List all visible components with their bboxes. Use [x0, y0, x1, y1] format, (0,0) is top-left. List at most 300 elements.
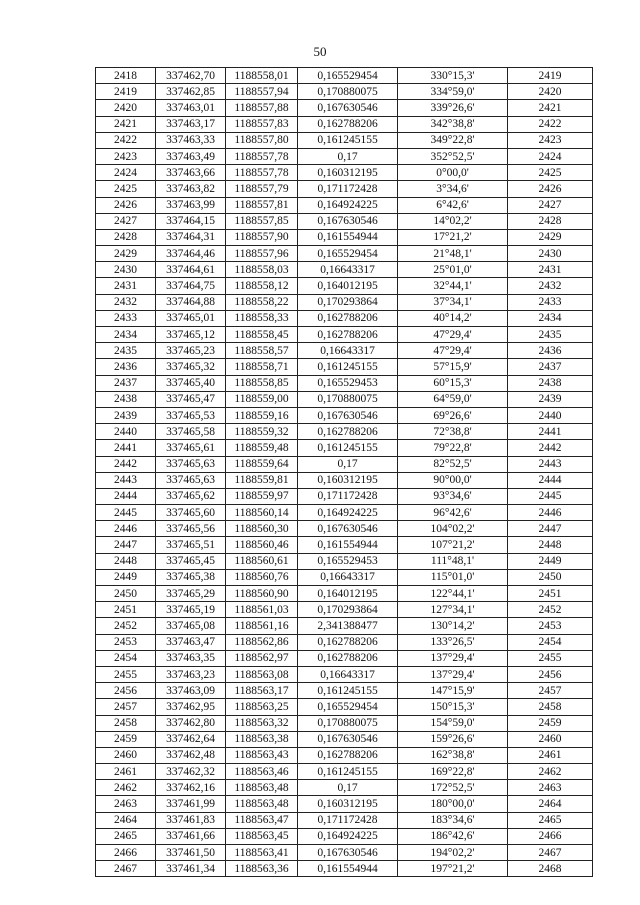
next-point-cell: 2439: [508, 391, 593, 407]
distance-cell: 0,165529454: [298, 246, 398, 262]
y-coordinate-cell: 1188560,46: [226, 537, 298, 553]
table-row: [96, 132, 593, 148]
direction-angle-cell: 82°52,5': [398, 456, 508, 472]
table-row: [96, 796, 593, 812]
table-row: [96, 424, 593, 440]
table-row: [96, 747, 593, 763]
x-coordinate-cell: 337465,12: [156, 327, 226, 343]
direction-angle-cell: 342°38,8': [398, 116, 508, 132]
y-coordinate-cell: 1188563,48: [226, 780, 298, 796]
table-row: [96, 327, 593, 343]
distance-cell: 0,165529454: [298, 699, 398, 715]
next-point-cell: 2420: [508, 84, 593, 100]
point-number-cell: 2456: [96, 683, 156, 699]
distance-cell: 0,17: [298, 456, 398, 472]
y-coordinate-cell: 1188558,85: [226, 375, 298, 391]
y-coordinate-cell: 1188563,48: [226, 796, 298, 812]
point-number-cell: 2461: [96, 764, 156, 780]
x-coordinate-cell: 337465,29: [156, 586, 226, 602]
x-coordinate-cell: 337465,47: [156, 391, 226, 407]
direction-angle-cell: 104°02,2': [398, 521, 508, 537]
point-number-cell: 2443: [96, 472, 156, 488]
y-coordinate-cell: 1188562,97: [226, 650, 298, 666]
next-point-cell: 2425: [508, 165, 593, 181]
distance-cell: 0,161245155: [298, 359, 398, 375]
point-number-cell: 2422: [96, 132, 156, 148]
coordinates-table: [95, 67, 593, 877]
table-row: [96, 845, 593, 861]
direction-angle-cell: 57°15,9': [398, 359, 508, 375]
table-row: [96, 165, 593, 181]
table-row: [96, 440, 593, 456]
direction-angle-cell: 64°59,0': [398, 391, 508, 407]
next-point-cell: 2454: [508, 634, 593, 650]
distance-cell: 0,161245155: [298, 132, 398, 148]
direction-angle-cell: 147°15,9': [398, 683, 508, 699]
table-row: [96, 68, 593, 84]
x-coordinate-cell: 337461,99: [156, 796, 226, 812]
direction-angle-cell: 172°52,5': [398, 780, 508, 796]
point-number-cell: 2464: [96, 812, 156, 828]
point-number-cell: 2429: [96, 246, 156, 262]
distance-cell: 0,161245155: [298, 683, 398, 699]
table-row: [96, 553, 593, 569]
y-coordinate-cell: 1188563,45: [226, 828, 298, 844]
distance-cell: 0,162788206: [298, 327, 398, 343]
y-coordinate-cell: 1188559,97: [226, 488, 298, 504]
next-point-cell: 2435: [508, 327, 593, 343]
point-number-cell: 2423: [96, 148, 156, 164]
y-coordinate-cell: 1188557,78: [226, 148, 298, 164]
direction-angle-cell: 133°26,5': [398, 634, 508, 650]
distance-cell: 0,167630546: [298, 100, 398, 116]
point-number-cell: 2449: [96, 569, 156, 585]
table-row: [96, 505, 593, 521]
y-coordinate-cell: 1188559,48: [226, 440, 298, 456]
next-point-cell: 2440: [508, 407, 593, 423]
distance-cell: 0,170880075: [298, 84, 398, 100]
table-row: [96, 262, 593, 278]
x-coordinate-cell: 337462,32: [156, 764, 226, 780]
next-point-cell: 2430: [508, 246, 593, 262]
point-number-cell: 2450: [96, 586, 156, 602]
table-row: [96, 764, 593, 780]
table-row: [96, 100, 593, 116]
direction-angle-cell: 183°34,6': [398, 812, 508, 828]
distance-cell: 0,167630546: [298, 521, 398, 537]
next-point-cell: 2466: [508, 828, 593, 844]
direction-angle-cell: 154°59,0': [398, 715, 508, 731]
next-point-cell: 2467: [508, 845, 593, 861]
direction-angle-cell: 90°00,0': [398, 472, 508, 488]
point-number-cell: 2435: [96, 343, 156, 359]
x-coordinate-cell: 337465,45: [156, 553, 226, 569]
direction-angle-cell: 21°48,1': [398, 246, 508, 262]
x-coordinate-cell: 337463,17: [156, 116, 226, 132]
point-number-cell: 2420: [96, 100, 156, 116]
point-number-cell: 2463: [96, 796, 156, 812]
distance-cell: 0,161554944: [298, 229, 398, 245]
point-number-cell: 2452: [96, 618, 156, 634]
next-point-cell: 2444: [508, 472, 593, 488]
table-row: [96, 472, 593, 488]
table-row: [96, 278, 593, 294]
table-row: [96, 569, 593, 585]
distance-cell: 0,165529453: [298, 375, 398, 391]
table-row: [96, 294, 593, 310]
x-coordinate-cell: 337462,16: [156, 780, 226, 796]
next-point-cell: 2433: [508, 294, 593, 310]
y-coordinate-cell: 1188560,90: [226, 586, 298, 602]
y-coordinate-cell: 1188558,12: [226, 278, 298, 294]
next-point-cell: 2429: [508, 229, 593, 245]
table-row: [96, 634, 593, 650]
next-point-cell: 2427: [508, 197, 593, 213]
point-number-cell: 2439: [96, 407, 156, 423]
y-coordinate-cell: 1188559,32: [226, 424, 298, 440]
point-number-cell: 2432: [96, 294, 156, 310]
distance-cell: 0,162788206: [298, 650, 398, 666]
y-coordinate-cell: 1188557,80: [226, 132, 298, 148]
direction-angle-cell: 6°42,6': [398, 197, 508, 213]
x-coordinate-cell: 337465,56: [156, 521, 226, 537]
point-number-cell: 2447: [96, 537, 156, 553]
point-number-cell: 2465: [96, 828, 156, 844]
next-point-cell: 2423: [508, 132, 593, 148]
direction-angle-cell: 349°22,8': [398, 132, 508, 148]
x-coordinate-cell: 337463,82: [156, 181, 226, 197]
distance-cell: 0,162788206: [298, 634, 398, 650]
y-coordinate-cell: 1188558,03: [226, 262, 298, 278]
next-point-cell: 2460: [508, 731, 593, 747]
point-number-cell: 2467: [96, 861, 156, 877]
table-row: [96, 586, 593, 602]
y-coordinate-cell: 1188563,32: [226, 715, 298, 731]
x-coordinate-cell: 337465,40: [156, 375, 226, 391]
direction-angle-cell: 330°15,3': [398, 68, 508, 84]
distance-cell: 0,161554944: [298, 537, 398, 553]
distance-cell: 0,160312195: [298, 796, 398, 812]
table-row: [96, 780, 593, 796]
distance-cell: 2,341388477: [298, 618, 398, 634]
next-point-cell: 2452: [508, 602, 593, 618]
next-point-cell: 2436: [508, 343, 593, 359]
direction-angle-cell: 137°29,4': [398, 666, 508, 682]
point-number-cell: 2437: [96, 375, 156, 391]
table-row: [96, 246, 593, 262]
distance-cell: 0,171172428: [298, 181, 398, 197]
x-coordinate-cell: 337463,49: [156, 148, 226, 164]
next-point-cell: 2455: [508, 650, 593, 666]
distance-cell: 0,17: [298, 780, 398, 796]
point-number-cell: 2433: [96, 310, 156, 326]
point-number-cell: 2446: [96, 521, 156, 537]
x-coordinate-cell: 337465,63: [156, 472, 226, 488]
x-coordinate-cell: 337465,58: [156, 424, 226, 440]
next-point-cell: 2457: [508, 683, 593, 699]
distance-cell: 0,161245155: [298, 764, 398, 780]
point-number-cell: 2462: [96, 780, 156, 796]
next-point-cell: 2461: [508, 747, 593, 763]
next-point-cell: 2450: [508, 569, 593, 585]
point-number-cell: 2451: [96, 602, 156, 618]
point-number-cell: 2441: [96, 440, 156, 456]
y-coordinate-cell: 1188558,71: [226, 359, 298, 375]
y-coordinate-cell: 1188559,81: [226, 472, 298, 488]
direction-angle-cell: 115°01,0': [398, 569, 508, 585]
table-row: [96, 197, 593, 213]
x-coordinate-cell: 337465,19: [156, 602, 226, 618]
next-point-cell: 2421: [508, 100, 593, 116]
x-coordinate-cell: 337463,33: [156, 132, 226, 148]
point-number-cell: 2428: [96, 229, 156, 245]
distance-cell: 0,164924225: [298, 828, 398, 844]
table-row: [96, 683, 593, 699]
table-row: [96, 310, 593, 326]
next-point-cell: 2445: [508, 488, 593, 504]
x-coordinate-cell: 337465,01: [156, 310, 226, 326]
y-coordinate-cell: 1188561,03: [226, 602, 298, 618]
direction-angle-cell: 159°26,6': [398, 731, 508, 747]
y-coordinate-cell: 1188563,17: [226, 683, 298, 699]
point-number-cell: 2438: [96, 391, 156, 407]
table-row: [96, 181, 593, 197]
x-coordinate-cell: 337465,23: [156, 343, 226, 359]
point-number-cell: 2419: [96, 84, 156, 100]
x-coordinate-cell: 337461,83: [156, 812, 226, 828]
point-number-cell: 2442: [96, 456, 156, 472]
next-point-cell: 2456: [508, 666, 593, 682]
table-row: [96, 618, 593, 634]
distance-cell: 0,170880075: [298, 715, 398, 731]
table-row: [96, 84, 593, 100]
y-coordinate-cell: 1188559,00: [226, 391, 298, 407]
point-number-cell: 2444: [96, 488, 156, 504]
x-coordinate-cell: 337465,38: [156, 569, 226, 585]
table-row: [96, 213, 593, 229]
point-number-cell: 2421: [96, 116, 156, 132]
point-number-cell: 2459: [96, 731, 156, 747]
point-number-cell: 2457: [96, 699, 156, 715]
distance-cell: 0,161245155: [298, 440, 398, 456]
distance-cell: 0,161554944: [298, 861, 398, 877]
y-coordinate-cell: 1188557,79: [226, 181, 298, 197]
table-row: [96, 375, 593, 391]
direction-angle-cell: 122°44,1': [398, 586, 508, 602]
next-point-cell: 2453: [508, 618, 593, 634]
table-row: [96, 812, 593, 828]
x-coordinate-cell: 337463,01: [156, 100, 226, 116]
next-point-cell: 2463: [508, 780, 593, 796]
table-row: [96, 343, 593, 359]
y-coordinate-cell: 1188558,33: [226, 310, 298, 326]
point-number-cell: 2448: [96, 553, 156, 569]
distance-cell: 0,167630546: [298, 213, 398, 229]
direction-angle-cell: 137°29,4': [398, 650, 508, 666]
y-coordinate-cell: 1188557,83: [226, 116, 298, 132]
next-point-cell: 2428: [508, 213, 593, 229]
y-coordinate-cell: 1188558,57: [226, 343, 298, 359]
distance-cell: 0,162788206: [298, 747, 398, 763]
y-coordinate-cell: 1188559,16: [226, 407, 298, 423]
distance-cell: 0,164924225: [298, 197, 398, 213]
distance-cell: 0,16643317: [298, 262, 398, 278]
y-coordinate-cell: 1188561,16: [226, 618, 298, 634]
y-coordinate-cell: 1188557,81: [226, 197, 298, 213]
y-coordinate-cell: 1188563,47: [226, 812, 298, 828]
y-coordinate-cell: 1188559,64: [226, 456, 298, 472]
next-point-cell: 2438: [508, 375, 593, 391]
x-coordinate-cell: 337462,85: [156, 84, 226, 100]
x-coordinate-cell: 337464,15: [156, 213, 226, 229]
table-row: [96, 650, 593, 666]
point-number-cell: 2418: [96, 68, 156, 84]
y-coordinate-cell: 1188558,22: [226, 294, 298, 310]
distance-cell: 0,164012195: [298, 278, 398, 294]
direction-angle-cell: 150°15,3': [398, 699, 508, 715]
page-number: 50: [313, 44, 327, 59]
direction-angle-cell: 130°14,2': [398, 618, 508, 634]
distance-cell: 0,162788206: [298, 310, 398, 326]
direction-angle-cell: 186°42,6': [398, 828, 508, 844]
y-coordinate-cell: 1188557,85: [226, 213, 298, 229]
point-number-cell: 2466: [96, 845, 156, 861]
direction-angle-cell: 93°34,6': [398, 488, 508, 504]
table-row: [96, 521, 593, 537]
direction-angle-cell: 79°22,8': [398, 440, 508, 456]
direction-angle-cell: 339°26,6': [398, 100, 508, 116]
table-row: [96, 731, 593, 747]
y-coordinate-cell: 1188557,90: [226, 229, 298, 245]
y-coordinate-cell: 1188557,78: [226, 165, 298, 181]
next-point-cell: 2451: [508, 586, 593, 602]
point-number-cell: 2430: [96, 262, 156, 278]
next-point-cell: 2442: [508, 440, 593, 456]
direction-angle-cell: 334°59,0': [398, 84, 508, 100]
table-row: [96, 148, 593, 164]
table-row: [96, 699, 593, 715]
x-coordinate-cell: 337465,62: [156, 488, 226, 504]
y-coordinate-cell: 1188560,30: [226, 521, 298, 537]
y-coordinate-cell: 1188557,94: [226, 84, 298, 100]
distance-cell: 0,167630546: [298, 731, 398, 747]
direction-angle-cell: 3°34,6': [398, 181, 508, 197]
point-number-cell: 2424: [96, 165, 156, 181]
x-coordinate-cell: 337463,99: [156, 197, 226, 213]
direction-angle-cell: 25°01,0': [398, 262, 508, 278]
next-point-cell: 2434: [508, 310, 593, 326]
distance-cell: 0,165529453: [298, 553, 398, 569]
distance-cell: 0,160312195: [298, 472, 398, 488]
y-coordinate-cell: 1188557,88: [226, 100, 298, 116]
point-number-cell: 2427: [96, 213, 156, 229]
point-number-cell: 2460: [96, 747, 156, 763]
distance-cell: 0,164012195: [298, 586, 398, 602]
distance-cell: 0,162788206: [298, 116, 398, 132]
next-point-cell: 2449: [508, 553, 593, 569]
direction-angle-cell: 37°34,1': [398, 294, 508, 310]
distance-cell: 0,171172428: [298, 488, 398, 504]
y-coordinate-cell: 1188560,76: [226, 569, 298, 585]
table-row: [96, 229, 593, 245]
distance-cell: 0,160312195: [298, 165, 398, 181]
table-row: [96, 602, 593, 618]
next-point-cell: 2468: [508, 861, 593, 877]
x-coordinate-cell: 337465,08: [156, 618, 226, 634]
x-coordinate-cell: 337462,48: [156, 747, 226, 763]
x-coordinate-cell: 337465,60: [156, 505, 226, 521]
direction-angle-cell: 72°38,8': [398, 424, 508, 440]
direction-angle-cell: 352°52,5': [398, 148, 508, 164]
y-coordinate-cell: 1188563,08: [226, 666, 298, 682]
direction-angle-cell: 107°21,2': [398, 537, 508, 553]
table-row: [96, 666, 593, 682]
x-coordinate-cell: 337463,35: [156, 650, 226, 666]
direction-angle-cell: 47°29,4': [398, 343, 508, 359]
x-coordinate-cell: 337464,88: [156, 294, 226, 310]
direction-angle-cell: 127°34,1': [398, 602, 508, 618]
y-coordinate-cell: 1188563,43: [226, 747, 298, 763]
x-coordinate-cell: 337463,23: [156, 666, 226, 682]
table-row: [96, 359, 593, 375]
y-coordinate-cell: 1188563,25: [226, 699, 298, 715]
direction-angle-cell: 40°14,2': [398, 310, 508, 326]
next-point-cell: 2446: [508, 505, 593, 521]
direction-angle-cell: 14°02,2': [398, 213, 508, 229]
y-coordinate-cell: 1188563,38: [226, 731, 298, 747]
x-coordinate-cell: 337461,66: [156, 828, 226, 844]
point-number-cell: 2434: [96, 327, 156, 343]
x-coordinate-cell: 337461,34: [156, 861, 226, 877]
x-coordinate-cell: 337465,61: [156, 440, 226, 456]
y-coordinate-cell: 1188563,41: [226, 845, 298, 861]
next-point-cell: 2465: [508, 812, 593, 828]
point-number-cell: 2436: [96, 359, 156, 375]
next-point-cell: 2437: [508, 359, 593, 375]
distance-cell: 0,165529454: [298, 68, 398, 84]
next-point-cell: 2432: [508, 278, 593, 294]
next-point-cell: 2458: [508, 699, 593, 715]
x-coordinate-cell: 337463,47: [156, 634, 226, 650]
y-coordinate-cell: 1188563,36: [226, 861, 298, 877]
x-coordinate-cell: 337465,53: [156, 407, 226, 423]
distance-cell: 0,170880075: [298, 391, 398, 407]
next-point-cell: 2462: [508, 764, 593, 780]
next-point-cell: 2422: [508, 116, 593, 132]
distance-cell: 0,16643317: [298, 343, 398, 359]
direction-angle-cell: 162°38,8': [398, 747, 508, 763]
point-number-cell: 2455: [96, 666, 156, 682]
direction-angle-cell: 197°21,2': [398, 861, 508, 877]
next-point-cell: 2441: [508, 424, 593, 440]
next-point-cell: 2424: [508, 148, 593, 164]
table-row: [96, 715, 593, 731]
y-coordinate-cell: 1188563,46: [226, 764, 298, 780]
next-point-cell: 2447: [508, 521, 593, 537]
x-coordinate-cell: 337462,64: [156, 731, 226, 747]
distance-cell: 0,171172428: [298, 812, 398, 828]
y-coordinate-cell: 1188558,01: [226, 68, 298, 84]
y-coordinate-cell: 1188560,14: [226, 505, 298, 521]
point-number-cell: 2458: [96, 715, 156, 731]
table-row: [96, 391, 593, 407]
direction-angle-cell: 17°21,2': [398, 229, 508, 245]
y-coordinate-cell: 1188562,86: [226, 634, 298, 650]
x-coordinate-cell: 337464,61: [156, 262, 226, 278]
y-coordinate-cell: 1188560,61: [226, 553, 298, 569]
x-coordinate-cell: 337465,51: [156, 537, 226, 553]
table-row: [96, 116, 593, 132]
